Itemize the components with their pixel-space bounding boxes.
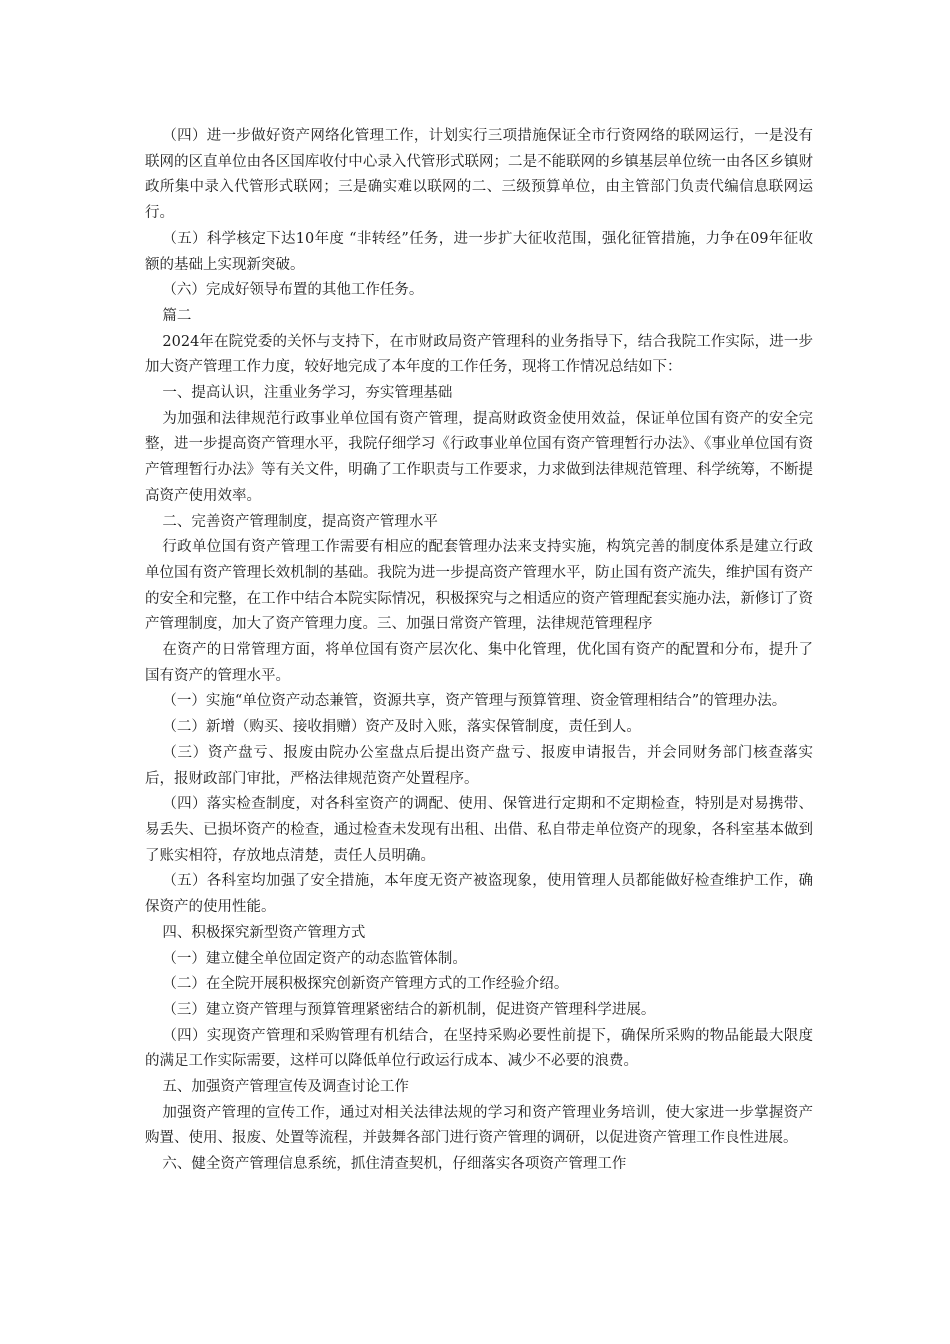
paragraph: （三）建立资产管理与预算管理紧密结合的新机制，促进资产管理科学进展。 — [162, 1001, 656, 1018]
paragraph: （六）完成好领导布置的其他工作任务。 — [162, 282, 424, 299]
paragraph: 加强资产管理的宣传工作，通过对相关法律法规的学习和资产管理业务培训，使大家进一步掌握资产购置、使用、报废、处置等流程，并鼓舞各部门进行资产管理的调研，以促进资产管理工作良性进展。 — [145, 1104, 813, 1147]
paragraph: 行政单位国有资产管理工作需要有相应的配套管理办法来支持实施，构筑完善的制度体系是建立行政单位国有资产管理长效机制的基础。我院为进一步提高资产管理水平，防止国有资产流失，维护国有资产的安全和完整，在工作中结合本院实际情况，积极探究与之相适应的资产管理配套实施办法，新修订了资产管理制度，加大了资产管理力度。三、加强日常资产管理，法律规范管理程序 — [145, 539, 813, 633]
paragraph: （四）落实检查制度，对各科室资产的调配、使用、保管进行定期和不定期检查，特别是对易携带、易丢失、已损坏资产的检查，通过检查未发现有出租、出借、私自带走单位资产的现象，各科室基本做到了账实相符，存放地点清楚，责任人员明确。 — [145, 796, 813, 864]
paragraph: （五）各科室均加强了安全措施，本年度无资产被盗现象，使用管理人员都能做好检查维护工作，确保资产的使用性能。 — [145, 873, 813, 916]
paragraph: （三）资产盘亏、报废由院办公室盘点后提出资产盘亏、报废申请报告，并会同财务部门核查落实后，报财政部门审批，严格法律规范资产处置程序。 — [145, 744, 813, 787]
heading: 一、提高认识，注重业务学习，夯实管理基础 — [162, 385, 453, 402]
paragraph: 为加强和法律规范行政事业单位国有资产管理，提高财政资金使用效益，保证单位国有资产的安全完整，进一步提高资产管理水平，我院仔细学习《行政事业单位国有资产管理暂行办法》、《事业单位国有资产管理暂行办法》等有关文件，明确了工作职责与工作要求，力求做到法律规范管理、科学统筹，不断提高资产使用效率。 — [145, 410, 813, 504]
section-title: 篇二 — [162, 307, 192, 324]
paragraph: 在资产的日常管理方面，将单位国有资产层次化、集中化管理，优化国有资产的配置和分布，提升了国有资产的管理水平。 — [145, 642, 813, 684]
heading: 四、积极探究新型资产管理方式 — [162, 924, 366, 941]
document-body — [145, 124, 813, 1178]
paragraph: 2024年在院党委的关怀与支持下，在市财政局资产管理科的业务指导下，结合我院工作实际，进一步加大资产管理工作力度，较好地完成了本年度的工作任务，现将工作情况总结如下： — [145, 333, 813, 376]
paragraph: （二）新增（购买、接收捐赠）资产及时入账，落实保管制度，责任到人。 — [162, 719, 641, 736]
paragraph: （四）进一步做好资产网络化管理工作，计划实行三项措施保证全市行资网络的联网运行，一是没有联网的区直单位由各区国库收付中心录入代管形式联网；二是不能联网的乡镇基层单位统一由各区乡镇财政所集中录入代管形式联网；三是确实难以联网的二、三级预算单位，由主管部门负责代编信息联网运行。 — [145, 128, 813, 222]
paragraph: （二）在全院开展积极探究创新资产管理方式的工作经验介绍。 — [162, 976, 569, 993]
paragraph: （一）建立健全单位固定资产的动态监管体制。 — [162, 950, 467, 967]
paragraph: （四）实现资产管理和采购管理有机结合，在坚持采购必要性前提下，确保所采购的物品能最大限度的满足工作实际需要，这样可以降低单位行政运行成本、减少不必要的浪费。 — [145, 1027, 813, 1070]
paragraph: （五）科学核定下达10年度 “非转经”任务，进一步扩大征收范围，强化征管措施，力争在09年征收额的基础上实现新突破。 — [145, 230, 813, 273]
heading: 五、加强资产管理宣传及调查讨论工作 — [162, 1079, 409, 1096]
heading: 六、健全资产管理信息系统，抓住清查契机，仔细落实各项资产管理工作 — [162, 1156, 627, 1173]
paragraph: （一）实施“单位资产动态兼管，资源共享，资产管理与预算管理、资金管理相结合”的管理办法。 — [162, 693, 787, 710]
heading: 二、完善资产管理制度，提高资产管理水平 — [162, 513, 438, 530]
